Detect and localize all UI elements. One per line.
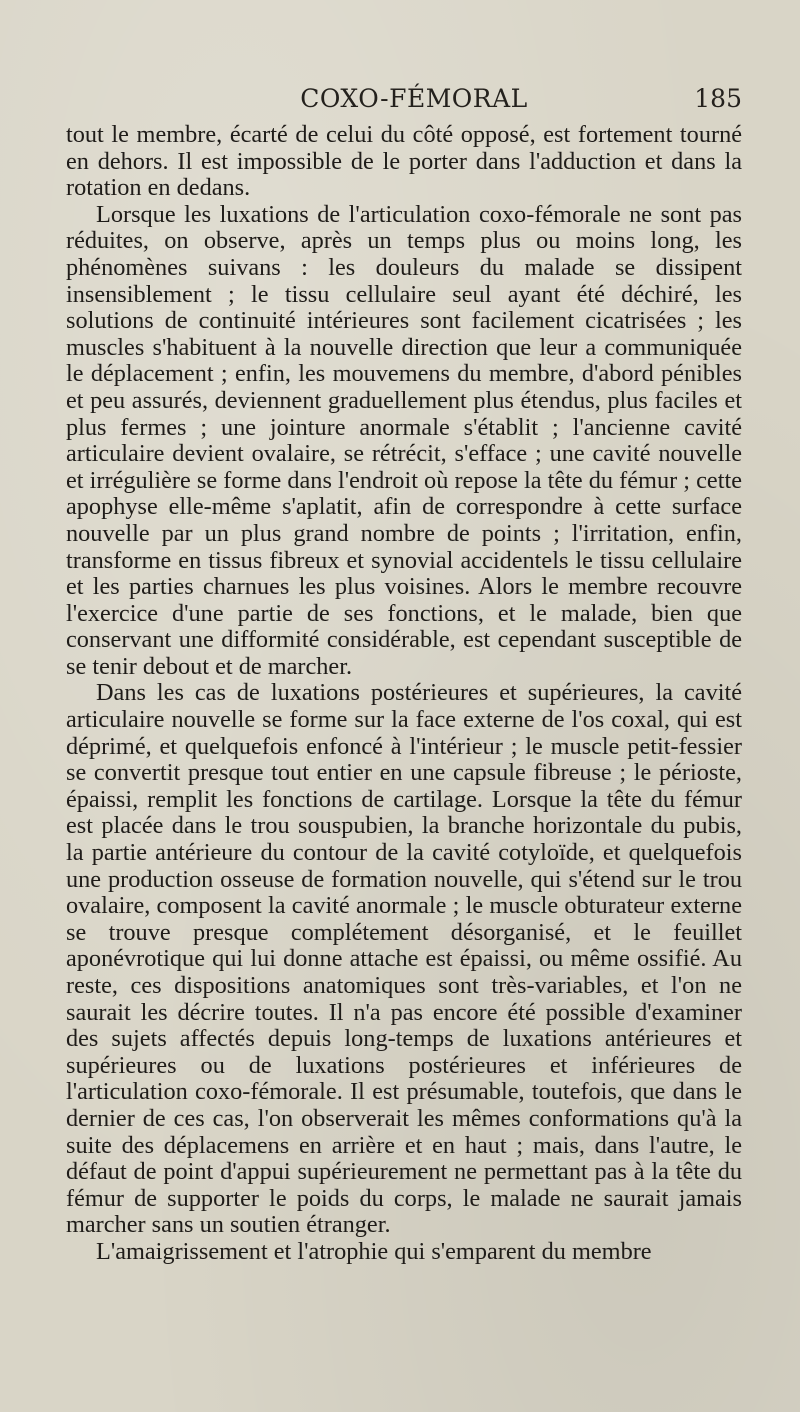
paragraph-atrophy: L'amaigrissement et l'atrophie qui s'emparent du membre	[96, 1237, 652, 1265]
paragraph-posterior-luxations: Dans les cas de luxations postérieures et supérieures, la cavité articulaire nouvelle se forme sur la face externe de l'os coxal, qui est déprimé, et quelquefois enfoncé à l'intérieur ; le muscle petit-fessier se convertit presque tout entier en une capsule fibreuse ; le périoste, épaissi, remplit les fonctions de cartilage. Lorsque la tête du fémur est placée dans le trou souspubien, la branche horizontale du pubis, la partie antérieure du contour de la cavité cotyloïde, et quelquefois une production osseuse de formation nouvelle, qui s'étend sur le trou ovalaire, composent la cavité anormale ; le muscle obturateur externe se trouve presque complétement désorganisé, et le feuillet aponévrotique qui lui donne attache est épaissi, ou même ossifié. Au reste, ces dispositions anatomiques sont très-variables, et l'on ne saurait les décrire toutes. Il n'a pas encore été possible d'examiner des sujets affectés depuis long-temps de luxations antérieures et supérieures ou de luxations postérieures et inférieures de l'articulation coxo-fémorale. Il est présumable, toutefois, que dans le dernier de ces cas, l'on observerait les mêmes conformations qu'à la suite des déplacemens en arrière et en haut ; mais, dans l'autre, le défaut de point d'appui supérieurement ne permettant pas à la tête du fémur de supporter le poids du corps, le malade ne saurait jamais marcher sans un soutien étranger.	[66, 679, 742, 1239]
page-number: 185	[694, 84, 742, 113]
paragraph-unreduced-luxations: Lorsque les luxations de l'articulation coxo-fémorale ne sont pas réduites, on observe, après un temps plus ou moins long, les phénomènes suivans : les douleurs du malade se dissipent insensiblement ; le tissu cellulaire seul ayant été déchiré, les solutions de continuité intérieures sont facilement cicatrisées ; les muscles s'habituent à la nouvelle direction que leur a communiquée le déplacement ; enfin, les mouvemens du membre, d'abord pénibles et peu assurés, deviennent graduellement plus étendus, plus faciles et plus fermes ; une jointure anormale s'établit ; l'ancienne cavité articulaire devient ovalaire, se rétrécit, s'efface ; une cavité nouvelle et irrégulière se forme dans l'endroit où repose la tête du fémur ; cette apophyse elle-même s'aplatit, afin de correspondre à cette surface nouvelle par un plus grand nombre de points ; l'irritation, enfin, transforme en tissus fibreux et synovial accidentels le tissu cellulaire et les parties charnues les plus voisines. Alors le membre recouvre l'exercice d'une partie de ses fonctions, et le malade, bien que conservant une difformité considérable, est cependant susceptible de se tenir debout et de marcher.	[66, 200, 742, 680]
paragraph-continuation: tout le membre, écarté de celui du côté opposé, est fortement tourné en dehors. Il est impossible de le porter dans l'adduction et dans la rotation en dedans.	[66, 121, 742, 202]
body-text	[66, 122, 742, 1266]
running-head	[66, 84, 742, 120]
running-title: COXO-FÉMORAL	[300, 84, 528, 113]
